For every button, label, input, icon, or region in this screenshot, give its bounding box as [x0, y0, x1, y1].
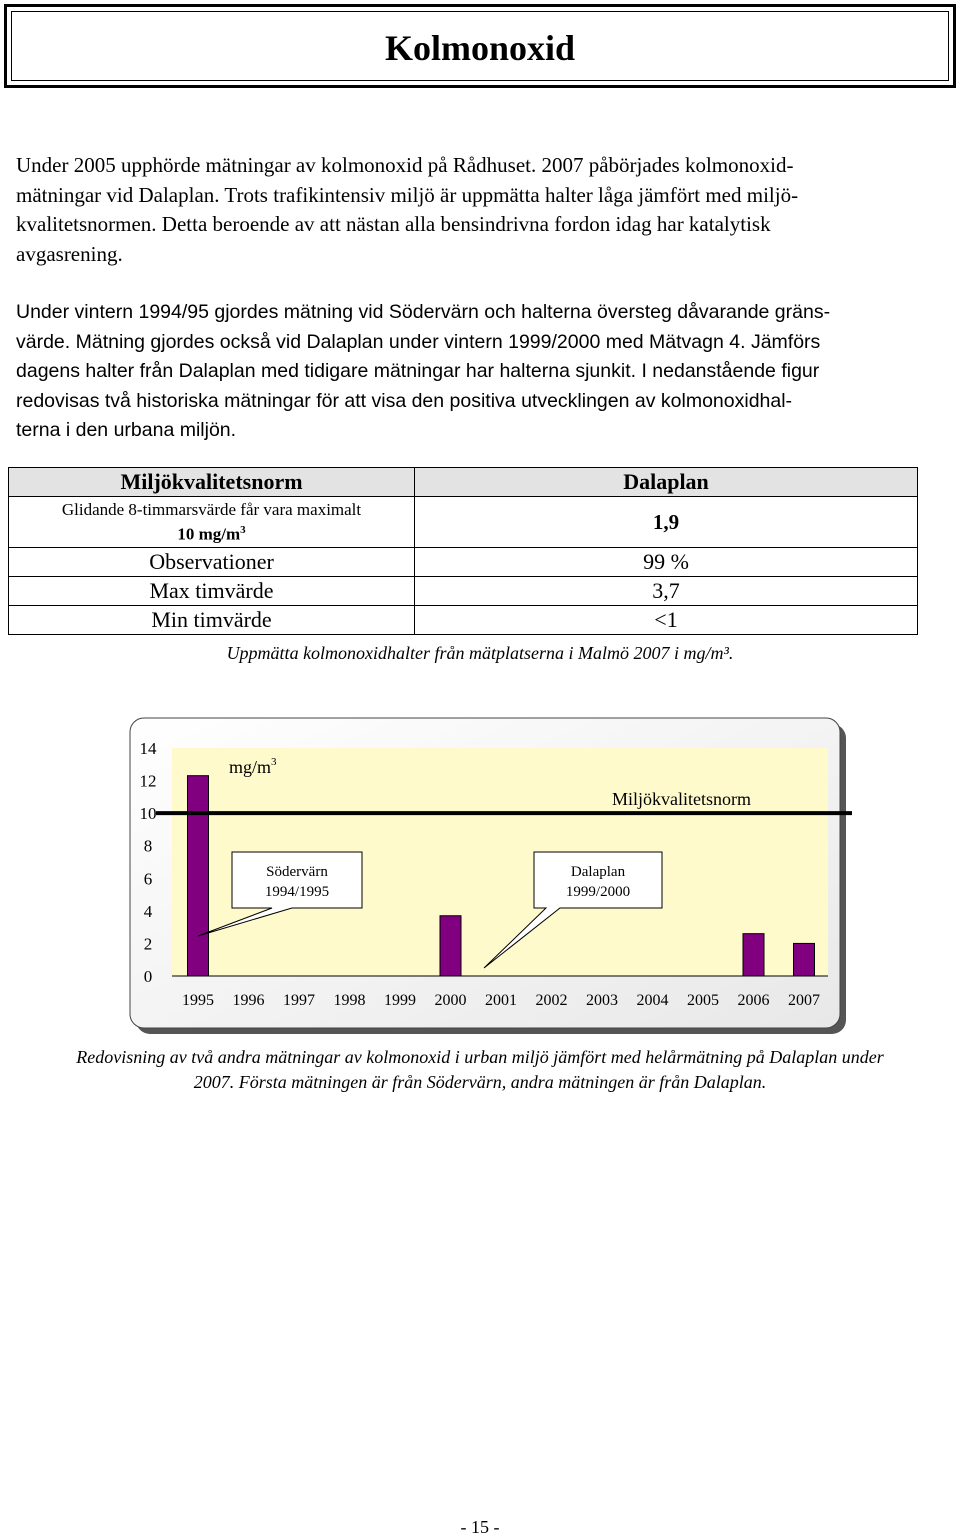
rule-limit-sup: 3 [240, 524, 246, 537]
paragraph-line: terna i den urbana miljön. [16, 419, 237, 441]
paragraph-line: mätningar vid Dalaplan. Trots trafikintensiv miljö är uppmätta halter låga jämfört med miljö- [16, 182, 799, 207]
chart-caption [0, 1045, 960, 1095]
table-row-label: Max timvärde [9, 577, 415, 606]
paragraph-line: avgasrening. [16, 241, 123, 266]
y-tick-label: 4 [143, 901, 153, 921]
rule-text: Glidande 8-timmarsvärde får vara maximalt [61, 500, 362, 520]
x-tick-label: 1998 [333, 992, 366, 1009]
x-tick-label: 1996 [232, 992, 265, 1009]
x-tick-label: 2005 [687, 992, 719, 1009]
paragraph-line: värde. Mätning gjordes också vid Dalaplan under vintern 1999/2000 med Mätvagn 4. Jämförs [16, 330, 821, 353]
table-row-value: 3,7 [415, 577, 918, 606]
x-tick-label: 2007 [788, 992, 820, 1009]
unit-label-text: mg/m [229, 757, 272, 777]
y-tick-label: 12 [139, 771, 157, 791]
x-tick-label: 1995 [182, 992, 214, 1009]
x-tick-label: 2000 [434, 992, 467, 1009]
callout-line1: Södervärn [266, 864, 328, 880]
paragraph-line: dagens halter från Dalaplan med tidigare mätningar har halterna sjunkit. I nedanstående figur [16, 360, 820, 382]
page-number: - 15 - [460, 1517, 500, 1537]
y-tick-label: 0 [143, 967, 153, 986]
table-row-label: Observationer [9, 548, 415, 577]
y-tick-label: 14 [139, 739, 157, 758]
x-tick-label: 2001 [485, 992, 517, 1009]
callout-line2: 1999/2000 [565, 884, 631, 900]
x-tick-label: 1999 [384, 992, 416, 1009]
table-row-value: 99 % [415, 548, 918, 577]
bar-2007 [794, 943, 815, 976]
unit-label [229, 756, 277, 777]
page-title: Kolmonoxid [384, 28, 576, 68]
rule-limit-value: 10 mg/m [177, 524, 241, 544]
unit-label-sup: 3 [271, 756, 277, 768]
table-row-label: Min timvärde [9, 606, 415, 635]
reference-line-label: Miljökvalitetsnorm [612, 789, 751, 809]
table-header-norm: Miljökvalitetsnorm [9, 468, 415, 497]
callout-line2: 1994/1995 [264, 884, 330, 900]
chart-caption-line: Redovisning av två andra mätningar av kolmonoxid i urban miljö jämfört med helårmätning på Dalaplan under [76, 1047, 884, 1067]
x-tick-label: 2004 [636, 992, 669, 1009]
paragraph-line: Under 2005 upphörde mätningar av kolmonoxid på Rådhuset. 2007 påbörjades kolmonoxid- [16, 153, 794, 177]
x-tick-label: 2006 [737, 992, 770, 1009]
y-tick-label: 10 [139, 804, 157, 824]
x-tick-label: 2003 [586, 992, 618, 1009]
x-tick-label: 1997 [283, 992, 315, 1009]
callout-line1: Dalaplan [570, 864, 626, 880]
bar-2000 [440, 916, 461, 976]
table-caption: Uppmätta kolmonoxidhalter från mätplatserna i Malmö 2007 i mg/m³. [226, 643, 734, 663]
bar-1995 [188, 776, 209, 976]
y-tick-label: 2 [143, 934, 153, 954]
y-tick-label: 8 [143, 836, 153, 856]
bar-2006 [743, 934, 764, 976]
paragraph-line: kvalitetsnormen. Detta beroende av att nästan alla bensindrivna fordon idag har katalytisk [16, 212, 771, 236]
y-tick-label: 6 [143, 869, 153, 889]
paragraph-line: Under vintern 1994/95 gjordes mätning vid Södervärn och halterna översteg dåvarande gräns- [16, 301, 831, 323]
chart-caption-line: 2007. Första mätningen är från Södervärn, andra mätningen är från Dalaplan. [193, 1072, 767, 1092]
table-rule-value: 1,9 [415, 497, 918, 548]
x-tick-label: 2002 [535, 992, 568, 1009]
paragraph-line: redovisas två historiska mätningar för att visa den positiva utvecklingen av kolmonoxidhal- [16, 389, 793, 412]
table-row-value: <1 [415, 606, 918, 635]
table-header-station: Dalaplan [415, 468, 918, 497]
